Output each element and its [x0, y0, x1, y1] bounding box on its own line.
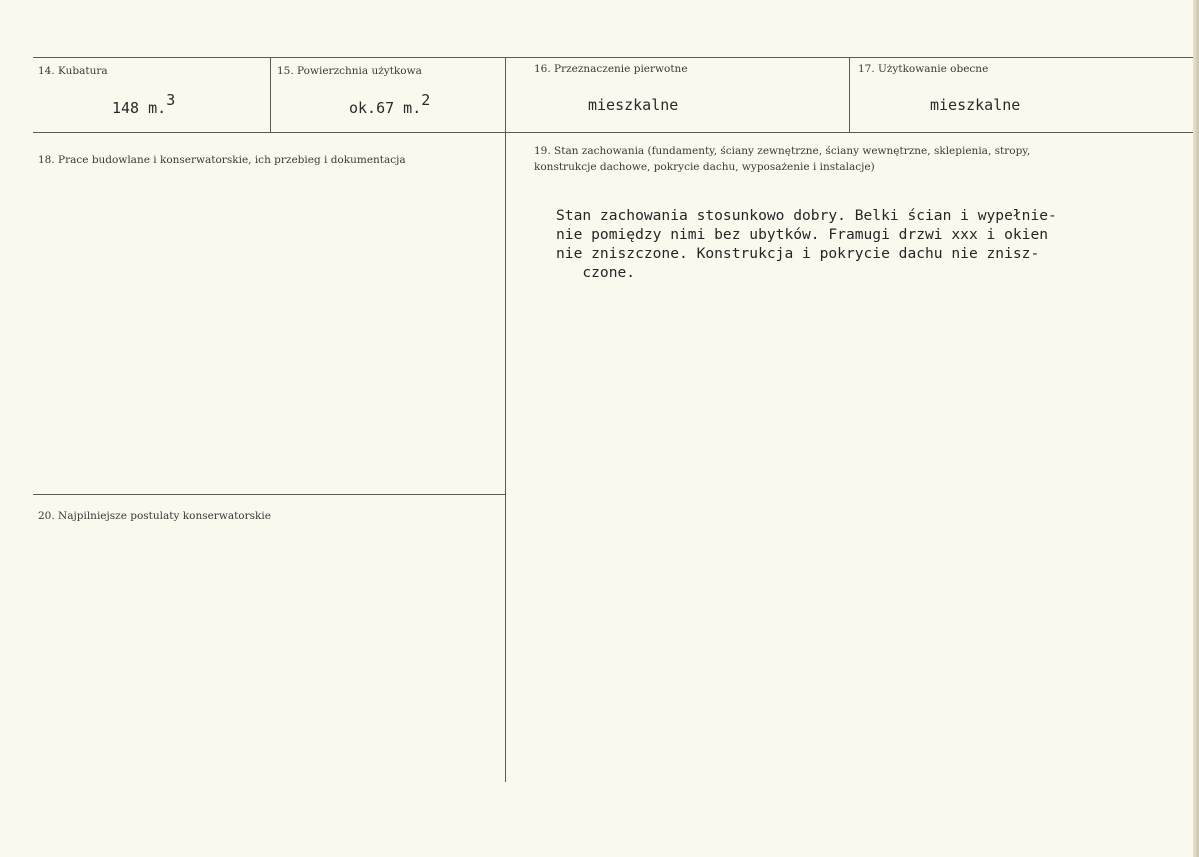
- card-edge: [1193, 0, 1199, 857]
- typed-line: nie zniszczone. Konstrukcja i pokrycie dachu nie znisz-: [556, 245, 1040, 262]
- typed-line: czone.: [556, 264, 636, 281]
- field-17-value: mieszkalne: [930, 96, 1021, 114]
- col-divider-3: [849, 57, 850, 132]
- field-14-value-text: 148 m.: [112, 99, 167, 117]
- field-20-label: 20. Najpilniejsze postulaty konserwatorskie: [38, 510, 271, 522]
- field-19-label-line-2: konstrukcje dachowe, pokrycie dachu, wyposażenie i instalacje): [534, 161, 875, 173]
- field-15-value: [349, 91, 431, 117]
- field-14-label: 14. Kubatura: [38, 65, 108, 77]
- field-19-typed-text: [556, 206, 1057, 282]
- field-14-unit-superscript: 3: [166, 91, 176, 109]
- field-15-unit-superscript: 2: [421, 91, 431, 109]
- field18-bottom-rule: [33, 494, 505, 495]
- typed-line: nie pomiędzy nimi bez ubytków. Framugi drzwi xxx i okien: [556, 226, 1049, 243]
- typed-line: Stan zachowania stosunkowo dobry. Belki ścian i wypełnie-: [556, 207, 1057, 224]
- col-divider-2: [505, 57, 506, 782]
- top-rule: [33, 57, 1193, 58]
- field-14-value: [112, 91, 176, 117]
- field-16-label: 16. Przeznaczenie pierwotne: [534, 63, 688, 75]
- field-17-label: 17. Użytkowanie obecne: [858, 63, 989, 75]
- field-18-label: 18. Prace budowlane i konserwatorskie, ich przebieg i dokumentacja: [38, 154, 406, 166]
- col-divider-1: [270, 57, 271, 132]
- field-16-value: mieszkalne: [588, 96, 679, 114]
- field-15-label: 15. Powierzchnia użytkowa: [277, 65, 422, 77]
- row1-bottom-rule: [33, 132, 1193, 133]
- field-15-value-text: ok.67 m.: [349, 99, 422, 117]
- field-19-label-line-1: 19. Stan zachowania (fundamenty, ściany zewnętrzne, ściany wewnętrzne, sklepienia, stropy,: [534, 145, 1031, 157]
